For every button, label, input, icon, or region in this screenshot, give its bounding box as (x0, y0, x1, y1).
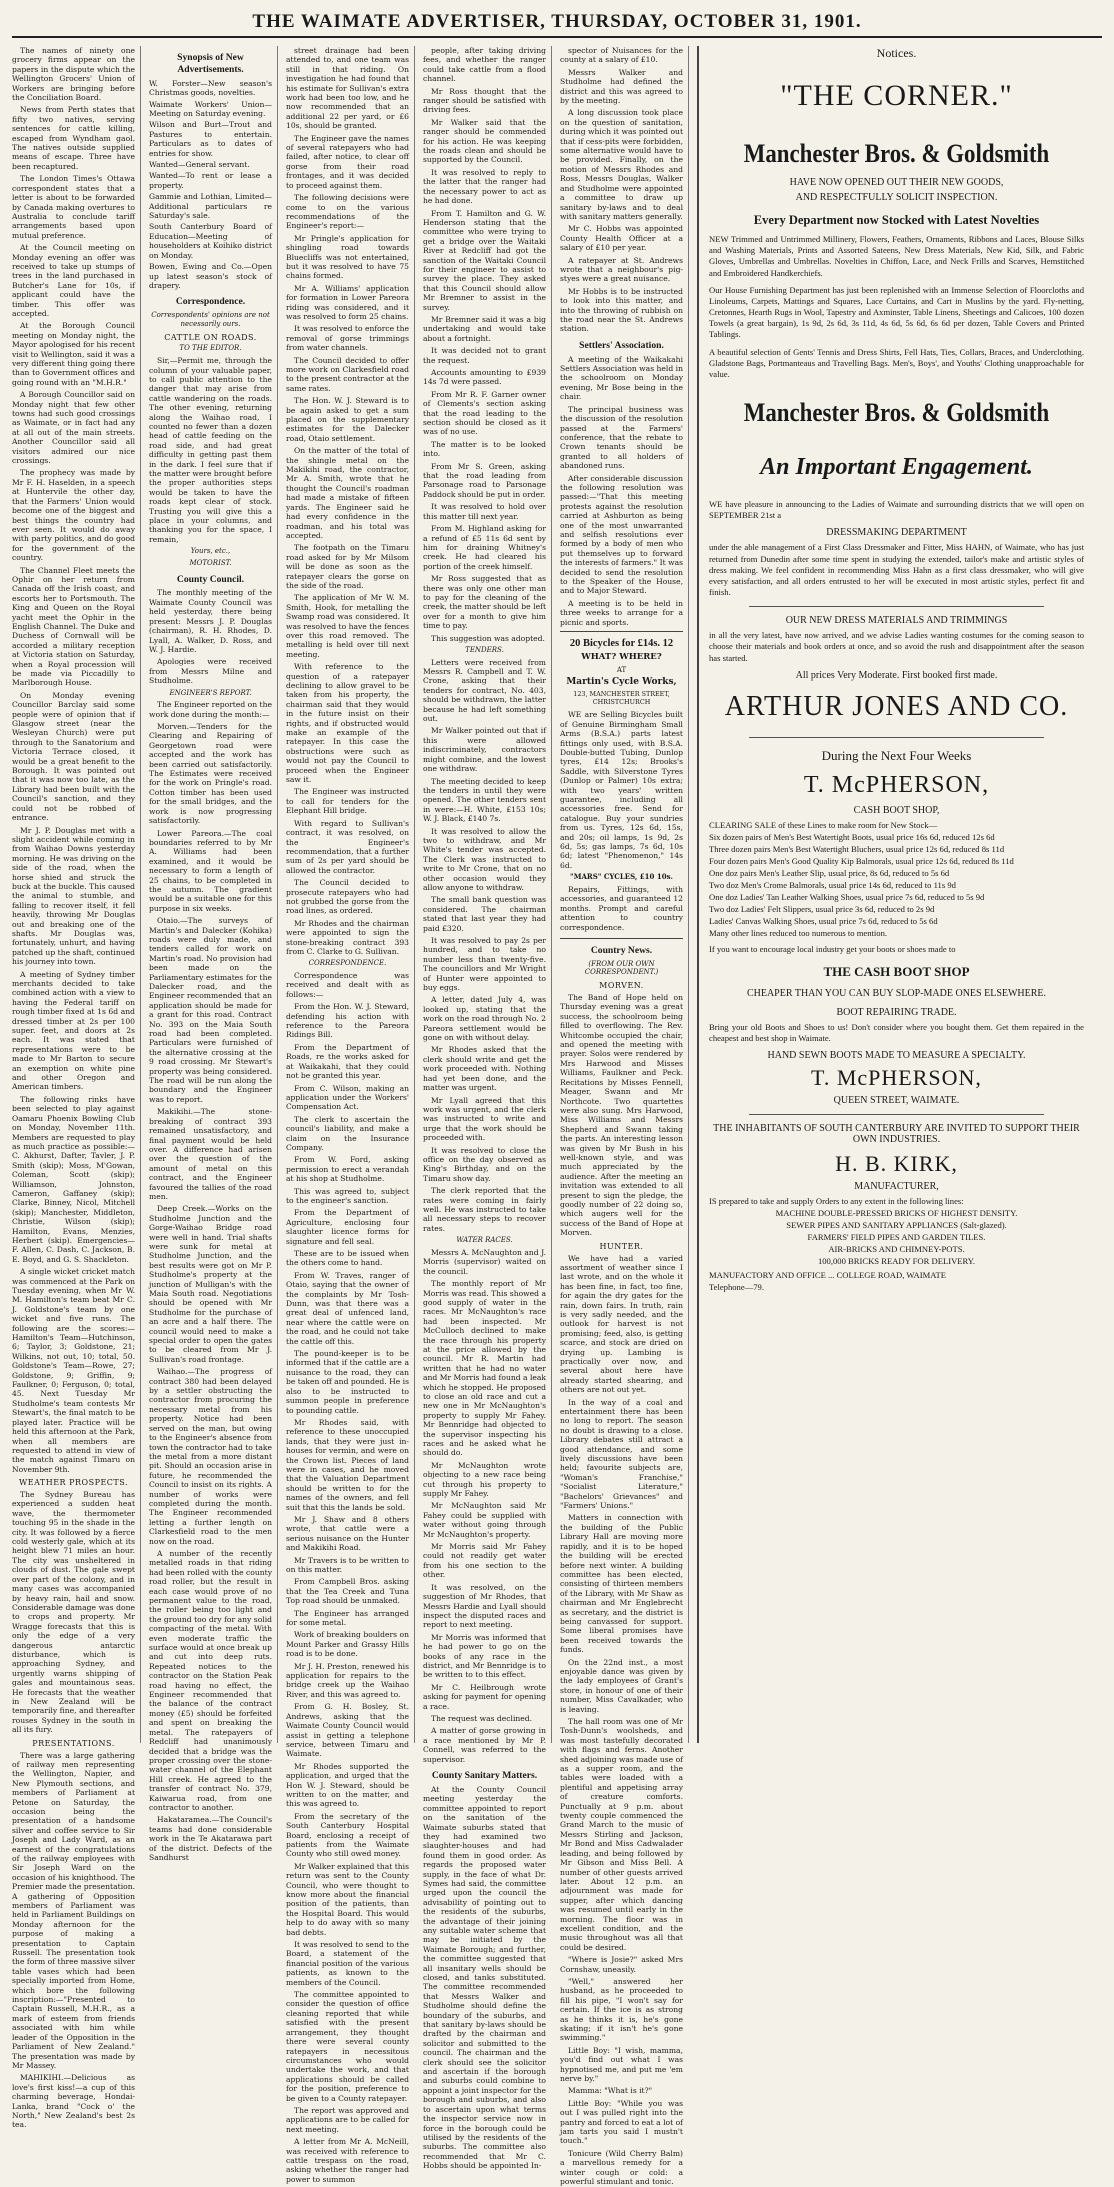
mars-body: Repairs, Fittings, with accessories, and guaranteed 12 months. Prompt and careful attention to country correspondence. (560, 884, 683, 932)
council-para: The Engineer was instructed to call for tenders for the Elephant Hill bridge. (286, 787, 409, 816)
council-para: It was resolved to send to the Board, a statement of the financial position of the various patients, as known to the members of the Council. (286, 1940, 409, 1987)
notices-advert-column (697, 46, 1084, 1743)
hunter-para: Matters in connection with the building of the Public Library Hall are moving more rapidly, and it is to be hoped the building will be erected before next winter. A building committee has been elected, consisting of thirteen members of the Library, with Mr Shaw as chairman and Mr Englebrecht as secretary, and the district is being canvassed for support. Some liberal promises have been received towards the funds. (560, 1513, 683, 1655)
joke-para: Little Boy: "I wish, mamma, you'd find out what I was hypnotised me, and put me 'em nerve by." (560, 2045, 683, 2084)
column-4 (423, 46, 552, 2171)
country-news-heading: Country News. (590, 944, 653, 956)
council-para: Mr C. Heilbrough wrote asking for payment for opening a race. (423, 1682, 546, 1711)
column-1 (12, 46, 141, 2130)
letter-body: Sir,—Permit me, through the column of your valuable paper, to call public attention to the danger that may arise from cattle wandering on the roads. The other evening, returning along the Waihao road, I counted no fewer than a dozen head of cattle feeding on the road side, and had great difficulty in getting past them in the dark. I feel sure that if the matter were brought before the proper authorities steps would be taken to have the roads kept clear of stock. Trusting you will give this a place in your columns, and thanking you for the space, I remain, (149, 356, 272, 544)
kirk-name: H. B. KIRK, (835, 1151, 958, 1177)
council-para: From the secretary of the South Canterbury Hospital Board, enclosing a receipt of patients from the Waimate County who still owed money. (286, 1811, 409, 1859)
hunter-heading: HUNTER. (599, 1241, 644, 1251)
weather-text: The Sydney Bureau has experienced a sudden heat wave, the thermometer touching 95 in the shade in the city. It was followed by a fierce cold westerly gale, which at its height blew 71 miles an hour. The city was unsheltered in clouds of dust. The gale swept over part of the colony, and in many cases was accompanied by heavy rain, hail and snow. Considerable damage was done to crops and property. Mr Wragge forecasts that this is only the edge of a very dangerous antarctic disturbance, which is approaching Sydney, and urgently warns shipping of gales and mountainous seas. He forecasts that the weather in New Zealand will be temporarily fine, and thereafter rouses Sydney in the south in all its fury. (12, 1490, 135, 1735)
council-para: The following decisions were come to on the various recommendations of the Engineer's report:— (286, 193, 409, 231)
mcpherson-name-repeat: T. McPHERSON, (811, 1065, 982, 1091)
bicycle-question: WHAT? WHERE? (581, 652, 662, 663)
correspondence-heading: Correspondence. (175, 296, 246, 308)
council-para: The Engineer has arranged for some metal. (286, 1608, 409, 1628)
synopsis-item: Wanted—To rent or lease a property. (149, 171, 272, 190)
council-para: Mr J. H. Preston, renewed his application for repairs to the bridge creek up the Waihao River, and this was agreed to. (286, 1661, 409, 1699)
news-item: A meeting of Sydney timber merchants decided to take combined action with a view to having the Federal tariff on rough timber fixed at 1s 6d and dressed timber at 2s per 100 super. feet, and doors at 2s each. It was stated that representations were to be made to Mr Barton to secure an exemption on white pine and other Oregon and American timbers. (12, 969, 135, 1092)
weather-heading: WEATHER PROSPECTS. (19, 1478, 128, 1488)
council-para: Mr Morris said Mr Fahey could not readily get water from his one section to the other. (423, 1542, 546, 1580)
council-para: Mr Rhodes supported the application, and urged that the Hon W. J. Steward, should be written to on the matter, and this was agreed to. (286, 1761, 409, 1809)
county-para: Lower Pareora.—The coal boundaries referred to by Mr A. Williams had been examined, and it would be necessary to form a length of 25 chains, to be completed in the autumn. The gradient would be a suitable one for this purpose in six weeks. (149, 828, 272, 913)
divider (749, 1114, 1044, 1115)
council-para: The Engineer gave the names of several ratepayers who had failed, after notice, to clear off gorse from their road frontages, and it was decided to proceed against them. (286, 133, 409, 190)
new-dress-body: in all the very latest, have now arrived, and we advise Ladies wanting costumes for the coming season to choose their materials and book orders at once, and so avoid the rush and disappointment after the season has started. (709, 630, 1084, 663)
council-para: A letter from Mr A. McNeill, was received with reference to cattle trespass on the road, asking whether the ranger had power to summon (286, 2137, 409, 2184)
price-line: One doz pairs Men's Leather Slip, usual price, 8s 6d, reduced to 5s 6d (709, 867, 950, 878)
presentations-heading: PRESENTATIONS. (32, 1738, 115, 1748)
synopsis-item: South Canterbury Board of Education—Meeting of householders at Koihiko district on Monday. (149, 222, 272, 260)
bring-body: Bring your old Boots and Shoes to us! Don't consider where you bought them. Get them repaired in the cheapest and best shop in Waimate. (709, 1021, 1084, 1043)
council-para: With reference to the question of a ratepayer declining to allow gravel to be taken from his property, the chairman said that they would in the future insist on their rights, and if obstructed would make an example of the ratepayer. In this case the obstructions were such as would not pay the Council to proceed when the Engineer saw it. (286, 662, 409, 785)
settlers-para: A meeting of the Waikakahi Settlers Association was held in the schoolroom on Monday evening, Mr Bose being in the chair. (560, 354, 683, 402)
council-para: Mr Bremner said it was a big undertaking and would take about a fortnight. (423, 314, 546, 343)
column-2 (149, 46, 278, 1862)
column-5 (560, 46, 689, 2187)
hunter-para: In the way of a coal and entertainment there has been no long to report. The season no doubt is drawing to a close. Library debates still attract a good attendance, and some lively discussions have been held; favourite subjects are, "Woman's Franchise," "Socialist Literature," "Bachelors' Grievances" and "Farmers' Unions." (560, 1397, 683, 1511)
news-item: The Channel Fleet meets the Ophir on her return from Canada off the Irish coast, and escorts her to Portsmouth. The King and Queen on the Royal yacht meet the Ophir in the English Channel. The Duke and Duchess of Cornwall will be accorded a military reception at Victoria station on Saturday, when a Royal procession will be made via Piccadilly to Marlborough House. (12, 565, 135, 688)
synopsis-item: W. Forster—New season's Christmas goods, novelties. (149, 78, 272, 98)
hand-sewn-line: HAND SEWN BOOTS MADE TO MEASURE A SPECIALTY. (767, 1050, 1026, 1062)
correspondence-subheading: CORRESPONDENCE. (308, 959, 387, 968)
council-para: The Hon. W. J. Steward is to be again asked to get a sum placed on the supplementary estimates for the Dalecker road, Otaio settlement. (286, 396, 409, 443)
price-line: Many other lines reduced too numerous to mention. (709, 927, 888, 938)
every-department-line: Every Department now Stocked with Latest Novelties (753, 213, 1040, 227)
council-para: With regard to Sullivan's contract, it was resolved, on the Engineer's recommendation, that a further sum of 2s per yard should be allowed the contractor. (286, 818, 409, 875)
council-para: Mr Rhodes asked that the clerk should write and get the work proceeded with. Nothing had yet been done, and the matter was urgent. (423, 1045, 546, 1093)
manufacturer-line: MANUFACTURER, (854, 1181, 939, 1193)
factory-line: MANUFACTORY AND OFFICE ... COLLEGE ROAD, WAIMATE (709, 1270, 946, 1281)
bicycle-at: AT (616, 665, 627, 674)
council-para: Mr Travers is to be written to on this matter. (286, 1555, 409, 1575)
council-para: Work of breaking boulders on Mount Parker and Grassy Hills road is to be done. (286, 1630, 409, 1659)
council-para: Mr Pringle's application for shingling road towards Bluecliffs was not entertained, but it was resolved to have 75 chains formed. (286, 233, 409, 281)
settlers-para: After considerable discussion the following resolution was passed:—"That this meeting protests against the resolution carried at Ashburton as being one of the most unwarranted and selfish resolutions ever formed by a body of men who put themselves up to forward the interests of farmers." It was decided to send the resolution to the Speaker of the House, and to Major Steward. (560, 473, 683, 596)
hunter-para: The hall room was one of Mr Tosh-Dunn's woolsheds, and was most tastefully decorated with flags and ferns. Another shed adjoining was made use of as a supper room, and the tables were loaded with a plentiful and appetising array of creature comforts. Punctually at 9 p.m. about twenty couple commenced the Grand March to the music of Messrs Stirling and Jackson, Mr Bond and Miss Cadwalader leading, and being followed by Mr Gibson and Miss Bell. A number of other guests arrived later. About 12 p.m. an adjournment was made for supper, after which dancing was resumed until early in the morning. The floor was in excellent condition, and the music throughout was all that could be desired. (560, 1717, 683, 1952)
next-four-weeks: During the Next Four Weeks (821, 747, 972, 763)
council-para: Mr Ross thought that the ranger should be satisfied with driving fees. (423, 86, 546, 115)
kirk-product: MACHINE DOUBLE-PRESSED BRICKS OF HIGHEST DENSITY. (775, 1208, 1018, 1219)
firm-name-repeat: Manchester Bros. & Goldsmith (743, 398, 1050, 428)
joke-para: Mamma: "What is it?" (568, 2086, 653, 2096)
council-para: On the matter of the total of the shingle metal on the Makikihi road, the contractor, Mr A. Smith, wrote that he thought the Council's roadman had made a mistake of fifteen yards. The Engineer said he had every confidence in the roadman, and his total was accepted. (286, 446, 409, 540)
council-para: It was resolved to allow the two to withdraw, and Mr White's tender was accepted. The Clerk was instructed to write to Mr Crone, that on no other occasion would they allow anyone to withdraw. (423, 826, 546, 892)
price-line: Three dozen pairs Men's Best Watertight Bluchers, usual price 12s 6d, reduced 8s 11d (709, 843, 1005, 854)
county-para: Makikihi.—The stone-breaking of contract 393 remained unsatisfactory, and final payment would be held over. A difference had arisen over the question of the amount of metal on this contract, and the Engineer favoured the tallies of the road men. (149, 1107, 272, 1201)
bicycle-address: 123, MANCHESTER STREET, CHRISTCHURCH (573, 690, 670, 707)
joke-para: "Well," answered her husband, as he proceeded to fill his pipe, "I won't say for certain. If the ice is as strong as he thinks it is, he's gone skating; if it isn't he's gone swimming." (560, 1976, 683, 2043)
repairing-heading: BOOT REPAIRING TRADE. (836, 1006, 957, 1018)
settlers-para: The principal business was the discussion of the resolution passed at the Farmers' conference, that the rebate to Crown tenants should be granted to all holders of abandoned runs. (560, 404, 683, 471)
sanitary-para: spector of Nuisances for the county at a salary of £10. (560, 46, 683, 65)
cash-boot-shop: CASH BOOT SHOP, (853, 804, 940, 816)
joke-para: Little Boy: "While you was out I was pulled right into the pantry and forced to eat a lot of jam tarts you said I mustn't touch." (560, 2098, 683, 2146)
council-para: The request was declined. (431, 1713, 533, 1723)
hunter-para: We have had a varied assortment of weather since I last wrote, and on the whole it has been fine, in fact, too fine, for again the dry gates for the rain, down fairs. In truth, rain is very sadly needed, and the outlook for harvest is not promising; feed, also, is getting scarce, and stock are dried on drying up. Lambing is practically over now, and several about here have already started shearing, and others are not out yet. (560, 1253, 683, 1395)
sanitary-para: A ratepayer at St. Andrews wrote that a neighbour's pig-styes were a great nuisance. (560, 255, 683, 284)
council-para: Mr A. Williams' application for formation in Lower Pareora riding was considered, and it was resolved to form 25 chains. (286, 283, 409, 321)
settlers-para: A meeting is to be held in three weeks to arrange for a picnic and sports. (560, 598, 683, 627)
notices-heading: Notices. (876, 46, 917, 60)
council-para: It was resolved to reply to the latter that the ranger had the necessary power to act as he had done. (423, 167, 546, 206)
council-para: It was resolved, on the suggestion of Mr Rhodes, that Messrs Hardie and Lyall should inspect the disputed races and report to next meeting. (423, 1582, 546, 1630)
council-para: Mr McNaughton wrote objecting to a new race being cut through his property to supply Mr Fahey. (423, 1460, 546, 1499)
news-item: On Monday evening Councillor Barclay said some people were of opinion that if Glasgow street (near the Wesleyan Church) were put through to the Sanatorium and Victoria Terrace closed, it would be a great benefit to the Borough. It was pointed out that it was now too late, as the Library had been built with the Council's sanction, and they could not be robbed of entrance. (12, 690, 135, 823)
county-para: Otaio.—The surveys of Martin's and Dalecker (Kohika) roads were duly made, and tenders called for work on Martin's road. No provision had been made on the Parliamentary estimates for the Dalecker road, and the Engineer recommended that an application should be made for a grant for this road. Contract No. 393 on the Maia South road had been completed. Particulars were furnished of the alternative crossing at the 9 road crossing. Mr Stewart's property was being considered. The road will be run along the boundary and the Engineer was to report. (149, 916, 273, 1104)
county-para: Deep Creek.—Works on the Studholme Junction and the Gorge-Waihao Bridge road were well in hand. Trial shafts were sunk for metal at Studholme Junction, and the best results were got on Mr P. Studholme's property at the junction of Mulligan's with the Maia South road. Negotiations should be opened with Mr Studholme for the purchase of an acre and a half there. The council would need to make a special order to open the gates to be cleared from Mr J. Sullivan's road frontage. (149, 1204, 272, 1364)
solicit-line: AND RESPECTFULLY SOLICIT INSPECTION. (795, 192, 998, 203)
council-para: From T. Hamilton and G. W. Henderson stating that the committee who were trying to get a bridge over the Waitaki River at Redcliff had got the sanction of the Waitaki Council for their engineer to assist to survey the place. They asked that this Council should allow Mr Bremner to assist in the survey. (423, 208, 546, 312)
tonic-advert: Tonicure (Wild Cherry Balm) a marvellous remedy for a winter cough or cold: a powerful stimulant and tonic. (560, 2148, 683, 2187)
council-para: The pound-keeper is to be informed that if the cattle are a nuisance to the road, they can be taken off and pounded. He is also to be instructed to summon people in preference to pounding cattle. (286, 1349, 409, 1415)
county-para: Waihao.—The progress of contract 380 had been delayed by a settler obstructing the contractor from procuring the necessary metal from his property. Notice had been served on the man, but owing to the Engineer's absence from town the contractor had to take the metal from a more distant pit. Should an occasion arise in future, he recommended the Council to insist on its rights. A number of works were completed during the month. The Engineer recommended letting a further length on Clarkesfield road to the men now on the road. (149, 1367, 272, 1546)
council-para: From Mr R. F. Garner owner of Clements's section asking that the road leading to the section should be closed as it was of no use. (423, 389, 546, 437)
news-items (12, 46, 135, 1474)
clearing-line: CLEARING SALE of these Lines to make room for New Stock— (709, 819, 938, 830)
opened-line: HAVE NOW OPENED OUT THEIR NEW GOODS, (789, 177, 1004, 188)
synopsis-item: Waimate Workers' Union—Meeting on Saturday evening. (149, 99, 272, 118)
county-para: Apologies were received from Messrs Milne and Studholme. (149, 657, 272, 686)
divider (749, 737, 1044, 738)
letter-signature: MOTORIST. (189, 558, 232, 567)
bicycle-shop: Martin's Cycle Works, (566, 677, 677, 688)
council-para: Mr Morris was informed that he had power to go on the books of any race in the district, and Mr Bennridge is to be written to to this effect. (423, 1632, 546, 1680)
synopsis-item: Bowen, Ewing and Co.—Open up latest season's stock of drapery. (149, 262, 272, 290)
council-para: Mr McNaughton said Mr Fahey could be supplied with water without going through Mr McNaughton's property. (423, 1501, 546, 1539)
council-para: Mr Walker pointed out that if this were allowed indiscriminately, contractors might combine, and the lowest one withdraw. (423, 726, 546, 774)
masthead-title: THE WAIMATE ADVERTISER, THURSDAY, OCTOBER 31, 1901. (252, 11, 862, 32)
mcpherson-name: T. McPHERSON, (803, 771, 990, 798)
council-para: The report was approved and applications are to be called for next meeting. (286, 2105, 409, 2134)
prices-line: All prices Very Moderate. First booked first made. (795, 669, 998, 681)
council-para: Mr Ross suggested that as there was only one other man to pay for the cleaning of the creek, the matter should be left over for a month to give him time to pay. (423, 574, 546, 631)
council-para: Messrs A. McNaughton and J. Morris (supervisor) waited on the council. (423, 1247, 546, 1276)
council-para: This was agreed to, subject to the engineer's sanction. (286, 1186, 409, 1205)
morven-heading: MORVEN. (599, 981, 644, 991)
synopsis-item: Wilson and Burt—Trout and Pastures to entertain. Particulars as to dates of entries for show. (149, 120, 272, 158)
settlers-heading: Settlers' Association. (579, 339, 664, 351)
council-para: The clerk reported that the rates were coming in fairly well. He was instructed to take all necessary steps to recover rates. (423, 1186, 546, 1233)
kirk-product: SEWER PIPES AND SANITARY APPLIANCES (Salt-glazed). (786, 1220, 1007, 1231)
news-item: The prophecy was made by Mr F. H. Haselden, in a speech at Huntervile the other day, that the Farmers' Union would become one of the biggest and best things the country had ever seen. It would do away with party politics, and do good for the government of the country. (12, 468, 135, 563)
news-item: At the Borough Council meeting on Monday night, the Mayor apologised for his recent visit to Wellington, said it was a very different thing going there than to Government offices and going round with an "M.H.R." (12, 321, 135, 387)
council-para: Mr Rhodes and the chairman were appointed to sign the stone-breaking contract 393 from C. Clarke to G. Sullivan. (286, 918, 409, 956)
bicycle-body: WE are Selling Bicycles built of Genuine Birmingham Small Arms (B.S.A.) parts latest fittings only used, with B.S.A. Double-butted Tubing, Dunlop tyres, £14 12s; Brooks's Saddle, with Silverstone Tyres (Dunlop or Palmer) 10s extra; with two years' written guarantee, including all accessories free. Send for catalogue. Buy your sundries from us. Tyres, 12s 6d, 15s, and 20s; oil lamps, 1s 9d, 2s 6d, 5s; gas lamps, 7s 6d, 10s 6d; latest "Phenomenon," 14s 6d. (560, 710, 683, 870)
council-para: It was resolved to enforce the removal of gorse trimmings from water channels. (286, 324, 409, 353)
council-para: A matter of gorse growing in a race mentioned by Mr P. Connell, was referred to the supervisor. (423, 1726, 546, 1764)
council-para: From M. Highland asking for a refund of £5 11s 6d sent by him for draining Whitney's creek. He had cleared his portion of the creek himself. (423, 524, 546, 571)
letter-signoff: Yours, etc., (190, 547, 231, 556)
council-para: Mr Rhodes said, with reference to these unoccupied lands, that they were just in-houses for vermin, and were on the Crown list. Pieces of land were in cases, and he moved that the Valuation Department should be written to for the names of the owners, and fell suit that this the lands be sold. (286, 1417, 409, 1512)
council-para: From Mr S. Green, asking that the road leading from Parsonage road to Parsonage Paddock should be put in order. (423, 461, 546, 499)
council-para: Mr Walker explained that this return was sent to the County Council, who were thought to know more about the financial position of the patients, than the Hospital Board. This would help to do away with so many bad debts. (286, 1861, 409, 1937)
price-line: Ladies' Canvas Walking Shoes, usual price 7s 6d, reduced to 5s 6d (709, 915, 938, 926)
county-para: A number of the recently metalled roads in that riding had been rolled with the county road roller, but the result in each case would prove of no permanent value to the road, the roller being too light and the ground too dry for any solid compacting of the metal. With even moderate traffic the surface would at once break up and cut into deep ruts. Repeated notices to the contractor on the Station Peak road having no effect, the Engineer recommended that the balance of the contract money (£5) should be forfeited and spent on breaking the metal. The ratepayers of Redcliff had unanimously decided that a bridge was the proper crossing over the stone-water channel of the Elephant Hill creek. He agreed to the transfer of contract No. 379, Kaiwarua road, from one contractor to another. (149, 1548, 272, 1812)
council-para: people, after taking driving fees, and whether the ranger could take cattle from a flood channel. (423, 46, 546, 84)
council-para: From the Department of Roads, re the works asked for at Waikakahi, that they could not be granted this year. (286, 1042, 409, 1081)
county-para: The Engineer reported on the work done during the month:— (149, 700, 272, 719)
county-council-heading: County Council. (176, 573, 245, 585)
council-para: It was resolved to pay 2s per hundred, and to take no number less than twenty-five. The councillors and Mr Wright of Hunter were appointed to buy eggs. (423, 936, 546, 993)
trimmed-body: NEW Trimmed and Untrimmed Millinery, Flowers, Feathers, Ornaments, Ribbons and Laces, Blouse Silks and Washing Materials, Prints and Assorted Sateens, New Dress Materials, New Kid, Silk, and Fabric Gloves, Umbrellas and Umbrellas. Novelties in Chiffon, Lace, and Neck Frills and Scarves, Hemstitched and Embroidered Handkerchiefs. (709, 234, 1084, 278)
kirk-product: AIR-BRICKS AND CHIMNEY-POTS. (828, 1244, 965, 1255)
council-para: From Campbell Bros. asking that the Tea Creek and Tuna Top road should be unmaked. (286, 1577, 409, 1606)
news-item: The following rinks have been selected to play against Oamaru Phoenix Bowling Club on Monday, November 11th. Members are requested to play as much practice as possible:—C. Akhurst, Dafter, Tavler, J. P. Smith (skip); Moss, M'Gowan, Coleman, Scott (skip); Williamson, Johnston, Cameron, Gaffaney (skip); Clarke, Binney, Nicol, Mitchell (skip); Manchester, Middleton, Christie, Wilson (skip); Hamilton, Evans, Menzies, Herbert (skip). Emergencies—F. Allen, C. Dash, C. Jackson, B. E. Boyd, and G. S. Shackleton. (12, 1094, 135, 1264)
council-para: This suggestion was adopted. (431, 633, 545, 643)
water-races-subheading: WATER RACES. (456, 1236, 513, 1245)
council-para: These are to be issued when the others come to hand. (286, 1249, 409, 1268)
news-item: A single wicket cricket match was commenced at the Park on Tuesday evening, when Mr W. M. Hamilton's team beat Mr C. J. Goldstone's team by one wicket and five runs. The following are the scores:—Hamilton's Team—Hutchinson, 6; Taylor, 3; Goldstone, 21; Wilkins, not out, 10; total, 50. Goldstone's Team—Rowe, 27; Goldstone, 9; Griffin, 9; Faulkner, 0; Ferguson, 0; total, 45. Next Tuesday Mr Studholme's team contests Mr Stewart's, the final match to be played later. Practice will be held this afternoon at the Park, when all members are requested to attend in view of the match against Timaru on November 9th. (12, 1267, 135, 1474)
council-para: From the Hon. W. J. Steward, defending his action with reference to the Pareora Ridings Bill. (286, 1002, 409, 1040)
price-line: Two doz Ladies' Felt Slippers, usual price 3s 6d, reduced to 2s 9d (709, 903, 935, 914)
queen-street: QUEEN STREET, WAIMATE. (833, 1095, 960, 1107)
letter-salutation: TO THE EDITOR. (179, 344, 242, 353)
tennis-body: A beautiful selection of Gents' Tennis and Dress Shirts, Fell Hats, Ties, Collars, Braces, and Underclothing. Gladstone Bags, Portmanteaus and Travelling Bags. Men's, Boys', and Youths' Clothing unapproachable for value. (709, 346, 1084, 379)
county-para: The monthly meeting of the Waimate County Council was held yesterday, there being present: Messrs J. P. Douglas (chairman), R. H. Rhodes, D. Lyall, A. Walker, D. Ross, and W. J. Hardie. (149, 588, 272, 654)
council-para: It was decided not to grant the request. (423, 346, 546, 365)
news-item: The London Times's Ottawa correspondent states that a letter is about to be forwarded by Canada making overtures to Australia to conclude tariff arrangements based upon mutual preference. (12, 174, 135, 240)
prepared-line: IS prepared to take and supply Orders to any extent in the following lines: (709, 1196, 964, 1207)
council-para: Mr Walker said that the ranger should be commended for his action. He was keeping the roads clean and should be supported by the Council. (423, 117, 546, 165)
bicycle-headline: 20 Bicycles for £14s. 12 (569, 638, 674, 650)
correspondence-note: Correspondents' opinions are not necessarily ours. (151, 311, 270, 328)
council-para: Accounts amounting to £939 14s 7d were passed. (423, 368, 546, 387)
cheaper-line: CHEAPER THAN YOU CAN BUY SLOP-MADE ONES ELSEWHERE. (746, 987, 1047, 999)
dressmaking-body: under the able management of a First Class Dressmaker and Fitter, Miss HAHN, of Waimate, who has just returned from Dunedin after some time spent in studying the extended, tailor's make and artistic styles of dress making. We feel confident in recommending Miss Hahn as a first class dressmaker, who will give every satisfaction, and all orders entrusted to her will be executed in most artistic styles, perfect fit and finish. (709, 542, 1084, 598)
encourage-line: If you want to encourage local industry get your boots or shoes made to (709, 943, 956, 954)
bicycle-advert (560, 631, 683, 939)
price-line: Two doz Men's Crome Balmorals, usual price 14s 6d, reduced to 11s 9d (709, 879, 956, 890)
column-3 (286, 46, 415, 2184)
price-line: Four dozen pairs Men's Good Quality Kip Balmorals, usual price 12s 6d, reduced 8s 11d (709, 855, 1014, 866)
dressmaking-heading: DRESSMAKING DEPARTMENT (826, 527, 967, 539)
council-para: From W. Ford, asking permission to erect a verandah at his shop at Studholme. (286, 1155, 409, 1184)
county-para: Morven.—Tenders for the Clearing and Repairing of Georgetown road were accepted and the work has been carried out satisfactorily. The Estimates were received for the work on Pringle's road. Cotton timber has been used for the small bridges, and the work is now progressing satisfactorily. (149, 722, 272, 826)
arthur-jones-name: ARTHUR JONES AND CO. (724, 690, 1069, 722)
inhabitants-line: THE INHABITANTS OF SOUTH CANTERBURY ARE INVITED TO SUPPORT THEIR OWN INDUSTRIES. (713, 1123, 1080, 1146)
kirk-product: FARMERS' FIELD PIPES AND GARDEN TILES. (807, 1232, 986, 1243)
council-para: From W. Traves, ranger of Otaio, saying that the owner of the complaints by Mr Tosh-Dunn, was that there was a great deal of unfenced land, near where the cattle were on the road, and he could not take the cattle off this. (286, 1270, 409, 1346)
news-item: A Borough Councillor said on Monday night that few other towns had such good crossings as Waimate, or in fact had any at all out of the main streets. Another Councillor said all visitors admired our nice crossings. (12, 390, 135, 466)
council-para: Correspondence was received and dealt with as follows:— (286, 971, 409, 999)
council-para: Mr J. Shaw and 8 others wrote, that cattle were a serious nuisance on the Hunter and Makikihi Road. (286, 1514, 409, 1553)
council-para: The Council decided to offer more work on Clarkesfield road to the present contractor at the same rates. (286, 355, 409, 393)
synopsis-item: Wanted—General servant. (149, 160, 250, 170)
new-dress-heading: OUR NEW DRESS MATERIALS AND TRIMMINGS (785, 615, 1008, 627)
council-para: From G. H. Bosley, St. Andrews, asking that the Waimate County Council would assist in getting a telephone service, between Timaru and Waimate. (286, 1702, 409, 1759)
synopsis-item: Gammie and Lothian, Limited—Additional particulars re Saturday's sale. (149, 192, 272, 221)
news-item: At the Council meeting on Monday evening an offer was received to take up stumps of trees in the land purchased in Butcher's Lane for 10s, if applicant could have the timber. This offer was accepted. (12, 243, 135, 318)
presentations-text: There was a large gathering of railway men representing the Wellington, Napier, and New Plymouth sections, and members of Parliament at Petone on Saturday, the occasion being the presentation of a handsome silver and coffee service to Sir Joseph and Lady Ward, as an earnest of the congratulations of the railway employees with Sir Joseph Ward on the occasion of his knighthood. The Premier made the presentation. A gathering of Opposition members of Parliament was held in Parliament Buildings on Monday afternoon for the purpose of making a presentation to Captain Russell. The presentation took the form of three massive silver table vases which had been specially imported from Home, which bore the following inscription:—"Presented to Captain Russell, M.H.R., as a mark of esteem from friends associated with him while leader of the Opposition in the Parliament of New Zealand." The presentation was made by Mr Massey. (12, 1750, 135, 2070)
kirk-product: 100,000 BRICKS READY FOR DELIVERY. (817, 1256, 976, 1267)
sanitary-para: Mr Hobbs is to be instructed to look into this matter, and into the throwing of rubbish on the road near the St. Andrews station. (560, 286, 683, 334)
council-para: A letter, dated July 4, was looked up, stating that the work on the road through No. 2 Pareora settlement would be gone on with without delay. (423, 995, 546, 1043)
council-para: The footpath on the Timaru road asked for by Mr Milsom will be done as soon as the ratepayer clears the gorse on the side of the road. (286, 543, 409, 590)
mars-cycles: "MARS" CYCLES, £10 10s. (570, 872, 673, 882)
council-para: street drainage had been attended to, and one team was still in that riding. On investigation he had found that his estimate for Sullivan's extra work had been too low, and he now recommended that an additional 22 per yard, or £6 10s, should be granted. (286, 46, 409, 131)
firm-name: Manchester Bros. & Goldsmith (743, 139, 1050, 168)
county-para: Hakataramea.—The Council's teams had done considerable work in the Te Akatarawa part of the district. Defects of the Sandhurst (149, 1815, 272, 1862)
council-para: Mr Lyall agreed that this work was urgent, and the clerk was instructed to write and urge that the work should be proceeded with. (423, 1095, 546, 1143)
sanitary-para: Mr C. Hobbs was appointed County Health Officer at a salary of £10 per year. (560, 224, 683, 253)
news-item: Mr J. P. Douglas met with a slight accident while coming in from Waihao Downs yesterday morning. He was driving on the side of the road, when the horse shied and struck the buck at the buckle. This caused the animal to stumble, and falling to recover itself, it fell heavily, throwing Mr Douglas out and breaking one of the shafts. Mr Douglas was, fortunately, unhurt, and having patched up the shaft, continued his journey into town. (12, 825, 135, 967)
hunter-para: On the 22nd inst., a most enjoyable dance was given by the lady employees of Grant's store, in honour of one of their number, Miss Cavalkader, who is leaving. (560, 1657, 683, 1714)
council-para: From C. Wilson, making an application under the Workers' Compensation Act. (286, 1083, 409, 1112)
furnishing-body: Our House Furnishing Department has just been replenished with an Immense Selection of Floorcloths and Linoleums, Carpets, Mattings and Squares, Lace Curtains, and Cart in Muslins by the yard. Fly-netting, Cretonnes, Hearth Rugs in Wool, Tapestry and Axminster, Table Linens, Sheetings and Calicoes, 100 dozen Towels (a great bargain), 1s 9d, 2s 6d, 3s 11d, 4s 6d, 5s 6d, 6s 6d per dozen, Table Covers and Printed Tablings. (709, 284, 1084, 340)
council-para: The matter is to be looked into. (423, 439, 546, 459)
news-item: News from Perth states that fifty two natives, serving sentences for cattle killing, escaped from Wyndham gaol. The natives outside supplied means of escape. Three have been recaptured. (12, 105, 135, 171)
council-para: The small bank question was considered. The chairman stated that last year they had paid £320. (423, 895, 546, 933)
divider (749, 606, 1044, 607)
county-subheading: ENGINEER'S REPORT. (169, 688, 252, 697)
the-corner-title: "THE CORNER." (780, 79, 1013, 112)
council-para: The clerk to ascertain the council's liability, and make a claim on the Insurance Company. (286, 1114, 409, 1152)
masthead (12, 8, 1102, 38)
council-para: The Council decided to prosecute ratepayers who had not grubbed the gorse from the road lines, as ordered. (286, 878, 409, 916)
pleasure-body: WE have pleasure in announcing to the Ladies of Waimate and surrounding districts that we will open on SEPTEMBER 21st a (709, 499, 1084, 521)
sanitary-para: Messrs Walker and Studholme had defined the district and this was agreed to by the meeting. (560, 67, 683, 106)
tenders-subheading: TENDERS. (465, 645, 504, 654)
council-para: The committee appointed to consider the question of office cleaning reported that while satisfied with the present arrangement, they thought there were several county ratepayers in necessitous circumstances who would undertake the work, and that applications should be called for the position, preference to be given to a County ratepayer. (286, 1990, 409, 2103)
country-news-source: (FROM OUR OWN CORRESPONDENT.) (584, 959, 659, 977)
engagement-heading: An Important Engagement. (760, 454, 1033, 481)
council-para: The application of Mr W. M. Smith, Hook, for metalling the Swamp road was considered. It was resolved to have the fences over this road removed. The metalling is held over till next meeting. (286, 593, 409, 659)
sanitary-heading: County Sanitary Matters. (431, 1770, 538, 1781)
council-para: It was resolved to hold over this matter till next year. (423, 502, 546, 521)
news-item: The names of ninety one grocery firms appear on the papers in the dispute which the Wellington Grocers' Union of Workers are bringing before the Conciliation Board. (12, 46, 135, 103)
council-para: Letters were received from Messrs R. Campbell and T. W. Crone, asking that their tenders for contract, No. 403, should be withdrawn, the latter because he had left something out. (423, 657, 546, 724)
letter-heading: CATTLE ON ROADS. (164, 332, 257, 342)
council-para: The monthly report of Mr Morris was read. This showed a good supply of water in the races. Mr McNaughton's race had been inspected. Mr McCulloch declined to make the race through his property at the price allowed by the council. Mr R. Martin had written that he had no water and Mr Morris had found a leak which he stopped. He proposed to close an old race and cut a new one in Mr McNaughton's property to supply Mr Fahey. Mr Bennridge had objected to the supervisor inspecting his races and he asked what he should do. (423, 1279, 546, 1458)
sanitary-para: A long discussion took place on the question of sanitation, during which it was pointed out that if cess-pits were forbidden, some alternative would have to be provided. Finally, on the motion of Messrs Rhodes and Ross, Messrs Douglas, Walker and Studholme were appointed a committee to draw up sanitary by-laws and to deal with sanitary matters generally. (560, 108, 683, 221)
closing-item: MAHIKIHI.—Delicious as love's first kiss!—a cup of this charming beverage, Hondai-Lanka, brand "Cock o' the North," New Zealand's best 2s tea. (12, 2073, 135, 2130)
columns (12, 46, 1102, 2187)
cash-boot-shop-heading: THE CASH BOOT SHOP (823, 963, 970, 979)
synopsis-heading: Synopsis of New Advertisements. (177, 52, 244, 75)
price-line: Six dozen pairs of Men's Best Watertight Boots, usual price 16s 6d, reduced 12s 6d (709, 831, 995, 842)
sanitary-text: At the County Council meeting yesterday the committee appointed to report on the sanitation of the Waimate suburbs stated that they had examined two slaughter-houses and had found them in good order. As regards the proposed water supply, in the face of what Dr. Symes had said, the committee urged upon the council the advisability of pointing out to the residents of the suburbs, the advantage of their joining any suitable water scheme that may be initiated by the Waimate Borough; and further, the committee suggested that all insanitary wells should be closed, and tanks substituted. The committee recommended that Messrs Walker and Studholme should define the boundary of the suburbs, and that sanitary by-laws should be drafted by the chairman and solicitor and submitted to the council. The chairman and the clerk should see the solicitor and ascertain if the borough and suburbs could combine to appoint a joint inspector for the borough and suburbs, and also to ascertain upon what terms the inspector service now in force in the borough could be utilised by the residents of the suburbs. The committee also recommended that Mr C. Hobbs should be appointed In- (423, 1784, 546, 2171)
telephone-line: Telephone—79. (709, 1282, 765, 1293)
price-line: One doz Ladies' Tan Leather Walking Shoes, usual price 7s 6d, reduced to 5s 9d (709, 891, 985, 902)
council-para: The meeting decided to keep the tenders in until they were opened. The other tenders sent in were:—H. White, £153 10s; W. J. Black, £140 7s. (423, 776, 546, 824)
joke-para: "Where is Josie?" asked Mrs Cornshaw, uneasily. (560, 1955, 683, 1974)
council-para: It was resolved to close the office on the day observed as King's Birthday, and on the Timaru show day. (423, 1145, 546, 1183)
morven-para: The Band of Hope held on Thursday evening was a great success, the schoolroom being filled to overflowing. The Rev. Whitcombe occupied the chair, and opened the meeting with prayer. Solos were rendered by Mrs Harwood and Misses Williams, Faulkner and Peck. Recitations by Misses Fennell, Meager, Swann and Mr Northcote. Two quartettes were also sung. Mrs Harwood, Miss Williams and Messrs Shepherd and Swann taking the parts. An interesting lesson was given by Mr Bush in his well-known style, and was much appreciated by the audience. After the meeting an invitation was extended to all present to sign the pledge, the goodly number of 22 doing so, which augers well for the success of the Band of Hope at Morven. (560, 993, 683, 1238)
council-para: From the Department of Agriculture, enclosing four slaughter licence forms for signature and fell seal. (286, 1208, 409, 1246)
